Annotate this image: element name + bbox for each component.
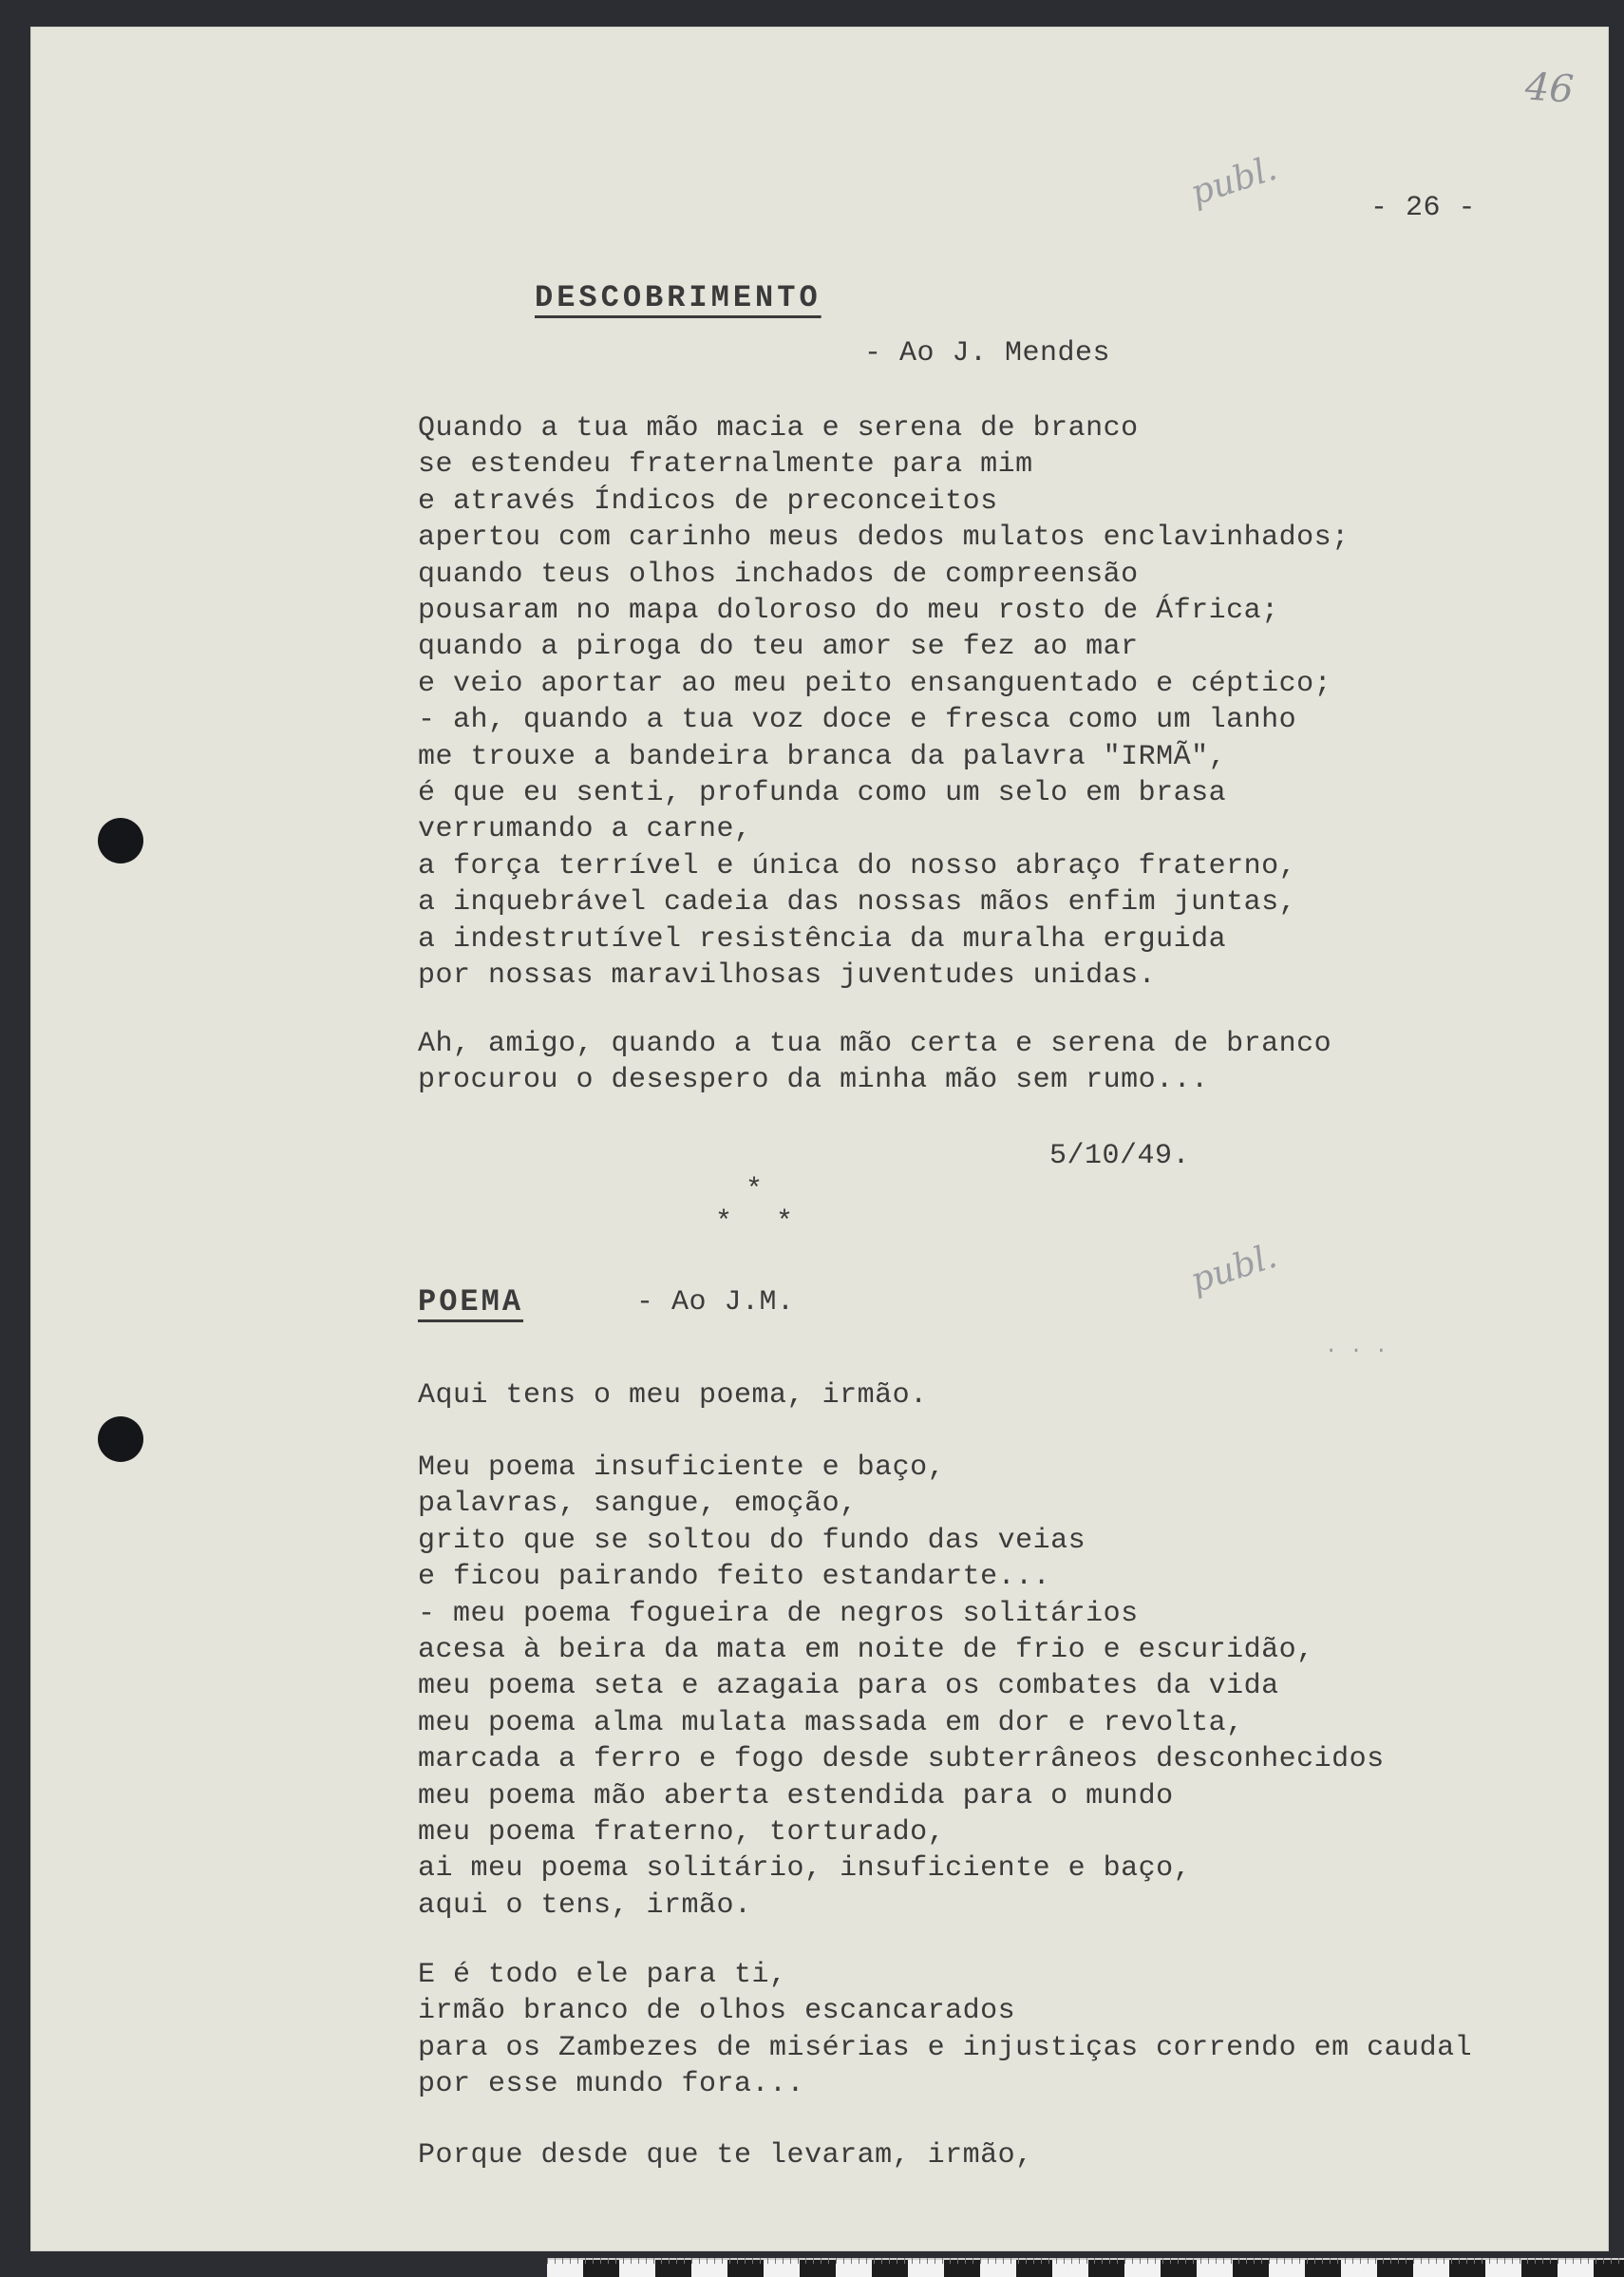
poem-line: meu poema fraterno, torturado, (418, 1816, 946, 1850)
poem-line: E é todo ele para ti, (418, 1959, 787, 1991)
poem-line: a inquebrável cadeia das nossas mãos enfim juntas, (418, 886, 1297, 920)
poem-line: - ah, quando a tua voz doce e fresca como um lanho (418, 704, 1297, 737)
poem-line: por esse mundo fora... (418, 2068, 805, 2101)
poem-line: é que eu senti, profunda como um selo em brasa (418, 777, 1227, 810)
poem-stanza (418, 1377, 928, 1414)
punch-hole (98, 1416, 143, 1462)
poem-line: a indestrutível resistência da muralha erguida (418, 922, 1227, 956)
poem-line: ai meu poema solitário, insuficiente e baço, (418, 1852, 1192, 1886)
poem-line: Aqui tens o meu poema, irmão. (418, 1379, 928, 1412)
asterisk: * (746, 1174, 764, 1206)
poem-line: e ficou pairando feito estandarte... (418, 1561, 1051, 1594)
poem-line: Porque desde que te levaram, irmão, (418, 2139, 1033, 2172)
poem-line: Quando a tua mão macia e serena de branco (418, 412, 1139, 445)
poem-date: 5/10/49. (1049, 1140, 1191, 1172)
asterisk: * (715, 1206, 733, 1239)
poem-line: - meu poema fogueira de negros solitários (418, 1597, 1139, 1630)
poem-line: meu poema alma mulata massada em dor e revolta, (418, 1706, 1244, 1739)
poem-stanza (418, 1450, 1385, 1924)
poem-stanza (418, 2137, 1033, 2173)
poem-line: me trouxe a bandeira branca da palavra "IRMÃ", (418, 740, 1227, 773)
faint-marks: . . . (1325, 1335, 1388, 1358)
poem-line: apertou com carinho meus dedos mulatos enclavinhados; (418, 522, 1350, 555)
poem-line: e através Índicos de preconceitos (418, 484, 998, 518)
poem-line: Ah, amigo, quando a tua mão certa e serena de branco (418, 1028, 1332, 1060)
poem-line: meu poema seta e azagaia para os combates da vida (418, 1670, 1279, 1703)
poem-line: a força terrível e única do nosso abraço fraterno, (418, 849, 1297, 882)
poem-line: se estendeu fraternalmente para mim (418, 448, 1033, 482)
section-separator (708, 1174, 793, 1241)
poem-line: marcada a ferro e fogo desde subterrâneos desconhecidos (418, 1743, 1385, 1776)
poem-stanza (418, 1957, 1472, 2103)
poem-title: POEMA (418, 1284, 524, 1319)
poem-stanza (418, 410, 1350, 995)
poem-line: acesa à beira da mata em noite de frio e escuridão, (418, 1634, 1314, 1667)
scan-ruler-ticks (547, 2258, 1624, 2264)
poem-line: meu poema mão aberta estendida para o mundo (418, 1779, 1174, 1812)
poem-dedication: - Ao J. Mendes (864, 337, 1111, 370)
poem-line: palavras, sangue, emoção, (418, 1488, 858, 1521)
poem-line: verrumando a carne, (418, 813, 752, 846)
archive-number: 46 (1523, 65, 1576, 112)
asterisk: * (776, 1206, 794, 1239)
poem-dedication: - Ao J.M. (636, 1286, 795, 1319)
poem-line: quando teus olhos inchados de compreensão (418, 558, 1139, 591)
poem-title: DESCOBRIMENTO (535, 280, 821, 315)
punch-hole (98, 818, 143, 863)
poem-line: para os Zambezes de misérias e injustiças correndo em caudal (418, 2031, 1473, 2064)
pencil-note: publ. (1185, 1236, 1282, 1301)
poem-stanza (418, 1026, 1331, 1099)
page-number: - 26 - (1370, 192, 1477, 224)
poem-line: grito que se soltou do fundo das veias (418, 1524, 1086, 1557)
poem-line: irmão branco de olhos escancarados (418, 1995, 1016, 2028)
poem-line: Meu poema insuficiente e baço, (418, 1452, 946, 1484)
poem-line: aqui o tens, irmão. (418, 1888, 752, 1922)
poem-line: procurou o desespero da minha mão sem rumo... (418, 1064, 1209, 1097)
poem-line: e veio aportar ao meu peito ensanguentado e céptico; (418, 667, 1332, 700)
poem-line: pousaram no mapa doloroso do meu rosto de África; (418, 595, 1279, 628)
pencil-note: publ. (1185, 148, 1282, 214)
poem-line: quando a piroga do teu amor se fez ao mar (418, 631, 1139, 664)
poem-line: por nossas maravilhosas juventudes unidas. (418, 959, 1157, 993)
